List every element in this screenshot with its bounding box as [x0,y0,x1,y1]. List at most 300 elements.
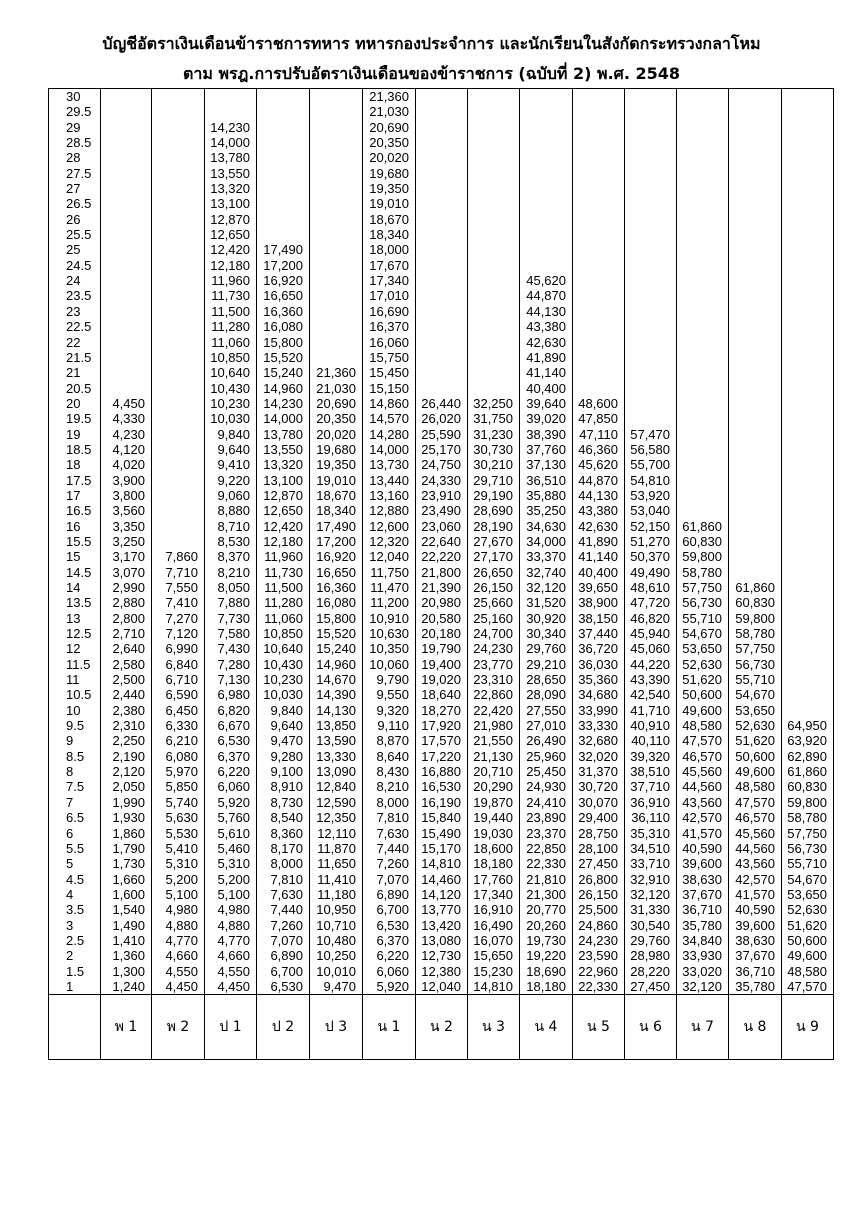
salary-cell: 15,240 [257,365,310,380]
salary-cell: 6,890 [363,887,416,902]
salary-cell: 27,010 [520,718,573,733]
salary-cell [416,166,468,181]
salary-cell: 19,020 [416,672,468,687]
salary-cell: 37,670 [729,948,782,963]
salary-cell [101,212,152,227]
salary-cell [468,304,520,319]
salary-cell [729,549,782,564]
salary-cell: 42,630 [520,335,573,350]
salary-cell: 36,510 [520,473,573,488]
salary-cell: 3,250 [101,534,152,549]
salary-cell: 7,630 [257,887,310,902]
salary-cell: 20,020 [363,150,416,165]
column-header [49,995,101,1060]
salary-cell: 9,060 [205,488,257,503]
salary-cell: 44,560 [729,841,782,856]
salary-cell: 24,410 [520,795,573,810]
salary-cell [152,181,205,196]
salary-cell: 14,860 [363,396,416,411]
salary-cell: 16,360 [310,580,363,595]
salary-cell [677,212,729,227]
column-header: ป 2 [257,995,310,1060]
salary-cell: 8,370 [205,549,257,564]
level-cell: 28 [49,150,101,165]
salary-cell: 18,600 [468,841,520,856]
salary-cell [152,150,205,165]
salary-cell: 8,000 [257,856,310,871]
salary-cell: 44,870 [573,473,625,488]
salary-cell: 6,700 [257,964,310,979]
salary-cell: 26,020 [416,411,468,426]
salary-cell: 2,580 [101,657,152,672]
salary-cell: 31,230 [468,427,520,442]
salary-cell: 42,570 [677,810,729,825]
table-row [49,335,834,350]
salary-cell [310,258,363,273]
salary-cell: 33,710 [625,856,677,871]
salary-cell: 8,000 [363,795,416,810]
level-cell: 19 [49,427,101,442]
salary-cell: 10,250 [310,948,363,963]
salary-cell [152,396,205,411]
level-cell: 12.5 [49,626,101,641]
salary-cell [152,365,205,380]
salary-cell: 10,630 [363,626,416,641]
salary-cell [310,335,363,350]
salary-cell [677,150,729,165]
salary-cell: 8,530 [205,534,257,549]
salary-cell [729,381,782,396]
salary-cell: 9,470 [257,733,310,748]
salary-cell [468,258,520,273]
salary-cell: 14,000 [205,135,257,150]
table-row [49,687,834,702]
level-cell: 10.5 [49,687,101,702]
salary-cell [468,120,520,135]
salary-cell: 17,010 [363,288,416,303]
salary-cell: 42,540 [625,687,677,702]
salary-cell [677,503,729,518]
salary-cell: 13,420 [416,918,468,933]
salary-cell [310,273,363,288]
salary-cell [677,442,729,457]
salary-cell [468,196,520,211]
salary-cell: 8,910 [257,779,310,794]
level-cell: 7 [49,795,101,810]
table-row [49,442,834,457]
salary-cell [152,304,205,319]
salary-cell [729,488,782,503]
salary-cell: 14,280 [363,427,416,442]
salary-cell [729,135,782,150]
salary-cell: 51,270 [625,534,677,549]
salary-cell: 28,650 [520,672,573,687]
salary-cell: 50,370 [625,549,677,564]
salary-cell: 7,810 [257,872,310,887]
column-header: น 7 [677,995,729,1060]
salary-cell [101,350,152,365]
salary-cell: 5,100 [152,887,205,902]
salary-cell: 39,020 [520,411,573,426]
salary-cell: 28,690 [468,503,520,518]
salary-cell: 16,070 [468,933,520,948]
salary-cell [677,181,729,196]
salary-cell: 7,130 [205,672,257,687]
salary-cell [101,319,152,334]
salary-cell [152,227,205,242]
salary-cell [677,89,729,105]
salary-cell: 49,600 [677,703,729,718]
salary-cell: 3,070 [101,565,152,580]
salary-cell: 25,450 [520,764,573,779]
column-header: น 6 [625,995,677,1060]
salary-cell [152,120,205,135]
salary-cell: 2,120 [101,764,152,779]
table-row [49,902,834,917]
table-row [49,503,834,518]
salary-cell: 55,700 [625,457,677,472]
salary-cell: 44,220 [625,657,677,672]
salary-cell: 13,320 [205,181,257,196]
salary-cell [257,104,310,119]
salary-cell [782,350,834,365]
salary-cell: 21,130 [468,749,520,764]
salary-cell: 6,700 [363,902,416,917]
salary-cell [416,104,468,119]
salary-cell [677,411,729,426]
salary-cell: 43,380 [573,503,625,518]
level-cell: 6 [49,826,101,841]
table-row [49,227,834,242]
table-row [49,350,834,365]
table-row [49,89,834,105]
salary-cell: 6,530 [205,733,257,748]
salary-cell: 7,710 [152,565,205,580]
salary-cell: 15,650 [468,948,520,963]
salary-cell: 42,570 [729,872,782,887]
salary-cell [520,196,573,211]
table-row [49,396,834,411]
salary-cell [416,335,468,350]
salary-cell: 11,730 [257,565,310,580]
salary-cell: 37,130 [520,457,573,472]
salary-cell: 13,550 [205,166,257,181]
salary-cell [782,611,834,626]
salary-cell [101,242,152,257]
salary-cell: 39,600 [677,856,729,871]
level-cell: 8 [49,764,101,779]
salary-cell: 7,630 [363,826,416,841]
salary-cell: 12,730 [416,948,468,963]
salary-cell: 20,690 [363,120,416,135]
salary-cell [782,519,834,534]
salary-cell: 57,470 [625,427,677,442]
level-cell: 3 [49,918,101,933]
salary-cell: 53,920 [625,488,677,503]
salary-cell: 16,080 [257,319,310,334]
salary-cell: 14,460 [416,872,468,887]
table-row [49,519,834,534]
salary-cell: 41,140 [573,549,625,564]
salary-cell: 21,300 [520,887,573,902]
salary-cell [573,181,625,196]
level-cell: 19.5 [49,411,101,426]
salary-cell: 34,840 [677,933,729,948]
salary-cell [729,104,782,119]
salary-cell: 26,440 [416,396,468,411]
salary-cell [625,166,677,181]
salary-cell [677,135,729,150]
salary-cell [782,595,834,610]
salary-cell: 39,600 [729,918,782,933]
salary-cell [468,227,520,242]
salary-cell: 8,540 [257,810,310,825]
salary-cell: 23,910 [416,488,468,503]
salary-cell: 8,210 [363,779,416,794]
salary-cell [468,381,520,396]
salary-cell: 21,360 [310,365,363,380]
salary-cell: 37,440 [573,626,625,641]
salary-cell: 5,760 [205,810,257,825]
salary-cell: 9,320 [363,703,416,718]
salary-cell [782,381,834,396]
salary-cell: 8,640 [363,749,416,764]
salary-cell: 62,890 [782,749,834,764]
salary-cell: 1,930 [101,810,152,825]
salary-cell [782,227,834,242]
salary-cell: 2,500 [101,672,152,687]
salary-cell: 50,600 [782,933,834,948]
salary-cell: 1,730 [101,856,152,871]
salary-cell [416,181,468,196]
salary-cell [782,411,834,426]
level-cell: 21.5 [49,350,101,365]
salary-cell: 57,750 [782,826,834,841]
salary-cell [101,288,152,303]
level-cell: 3.5 [49,902,101,917]
salary-cell: 48,580 [782,964,834,979]
salary-cell [625,396,677,411]
salary-cell [782,534,834,549]
salary-cell: 16,650 [310,565,363,580]
table-row [49,242,834,257]
salary-cell: 30,070 [573,795,625,810]
table-row [49,764,834,779]
salary-cell: 35,360 [573,672,625,687]
salary-cell: 4,330 [101,411,152,426]
salary-cell [625,227,677,242]
salary-cell: 9,100 [257,764,310,779]
salary-cell: 6,060 [205,779,257,794]
salary-cell [677,258,729,273]
salary-cell [782,687,834,702]
salary-cell [310,288,363,303]
salary-cell [625,411,677,426]
salary-cell: 54,670 [729,687,782,702]
column-header: น 8 [729,995,782,1060]
salary-cell: 6,530 [257,979,310,995]
table-row [49,150,834,165]
salary-cell: 35,880 [520,488,573,503]
column-header: น 1 [363,995,416,1060]
salary-cell: 46,570 [677,749,729,764]
salary-cell: 53,650 [729,703,782,718]
salary-cell: 1,990 [101,795,152,810]
salary-cell: 5,100 [205,887,257,902]
salary-cell: 12,870 [257,488,310,503]
salary-cell [416,89,468,105]
table-row [49,641,834,656]
salary-cell: 55,710 [782,856,834,871]
salary-cell: 54,810 [625,473,677,488]
salary-cell [729,350,782,365]
level-cell: 18 [49,457,101,472]
salary-cell: 18,180 [468,856,520,871]
salary-cell [625,212,677,227]
salary-cell: 7,440 [257,902,310,917]
salary-cell: 1,410 [101,933,152,948]
table-row [49,273,834,288]
salary-cell: 5,310 [205,856,257,871]
salary-cell: 10,430 [205,381,257,396]
salary-cell [573,288,625,303]
salary-cell: 12,650 [257,503,310,518]
salary-cell: 12,380 [416,964,468,979]
salary-cell: 6,840 [152,657,205,672]
salary-cell: 4,980 [205,902,257,917]
salary-cell: 19,870 [468,795,520,810]
salary-cell: 27,450 [573,856,625,871]
salary-cell: 31,520 [520,595,573,610]
salary-cell [257,181,310,196]
salary-cell [573,104,625,119]
salary-cell [468,166,520,181]
salary-cell [520,150,573,165]
salary-cell: 45,620 [520,273,573,288]
salary-cell: 9,220 [205,473,257,488]
table-row [49,488,834,503]
salary-cell: 2,800 [101,611,152,626]
salary-cell: 41,570 [729,887,782,902]
salary-cell: 21,800 [416,565,468,580]
salary-cell [152,503,205,518]
salary-cell: 2,880 [101,595,152,610]
salary-cell: 60,830 [677,534,729,549]
salary-cell: 8,880 [205,503,257,518]
level-cell: 15 [49,549,101,564]
salary-cell: 23,590 [573,948,625,963]
salary-cell: 40,400 [520,381,573,396]
salary-cell [782,335,834,350]
salary-cell [416,288,468,303]
salary-cell: 19,790 [416,641,468,656]
salary-cell: 21,390 [416,580,468,595]
salary-cell: 11,410 [310,872,363,887]
salary-cell: 15,800 [310,611,363,626]
level-cell: 24.5 [49,258,101,273]
salary-cell: 35,780 [729,979,782,995]
salary-cell: 9,790 [363,672,416,687]
salary-cell: 17,200 [257,258,310,273]
salary-cell [152,534,205,549]
salary-cell: 53,040 [625,503,677,518]
column-header: พ 1 [101,995,152,1060]
salary-cell [468,350,520,365]
salary-cell [468,319,520,334]
salary-cell [101,181,152,196]
salary-cell [677,350,729,365]
salary-cell: 9,410 [205,457,257,472]
salary-cell: 56,730 [782,841,834,856]
table-row [49,964,834,979]
table-row [49,718,834,733]
salary-cell: 14,810 [416,856,468,871]
level-cell: 22.5 [49,319,101,334]
salary-cell: 23,770 [468,657,520,672]
salary-cell: 60,830 [729,595,782,610]
salary-cell: 49,600 [729,764,782,779]
salary-cell: 8,050 [205,580,257,595]
salary-cell: 47,110 [573,427,625,442]
salary-cell: 15,170 [416,841,468,856]
salary-cell: 45,060 [625,641,677,656]
salary-cell [573,120,625,135]
salary-cell: 7,270 [152,611,205,626]
salary-cell: 11,960 [205,273,257,288]
salary-cell: 29,760 [520,641,573,656]
salary-cell: 36,910 [625,795,677,810]
table-row [49,626,834,641]
salary-cell: 47,720 [625,595,677,610]
salary-cell: 32,680 [573,733,625,748]
table-row [49,933,834,948]
salary-cell: 1,600 [101,887,152,902]
salary-cell [782,365,834,380]
salary-cell [101,196,152,211]
salary-cell: 7,070 [363,872,416,887]
salary-cell: 13,590 [310,733,363,748]
document-subtitle: ตาม พรฎ.การปรับอัตราเงินเดือนของข้าราชการ (ฉบับที่ 2) พ.ศ. 2548 [183,64,680,83]
salary-cell: 48,600 [573,396,625,411]
salary-cell [729,166,782,181]
salary-cell [310,350,363,365]
column-header: น 5 [573,995,625,1060]
salary-cell: 13,320 [257,457,310,472]
salary-cell: 39,650 [573,580,625,595]
salary-cell: 47,570 [677,733,729,748]
salary-cell: 2,990 [101,580,152,595]
salary-cell: 61,860 [782,764,834,779]
salary-cell: 3,350 [101,519,152,534]
salary-cell [416,304,468,319]
salary-cell [625,273,677,288]
salary-cell: 5,740 [152,795,205,810]
salary-cell [573,196,625,211]
table-row [49,196,834,211]
salary-cell: 13,780 [205,150,257,165]
salary-cell: 11,730 [205,288,257,303]
salary-cell: 36,030 [573,657,625,672]
table-row [49,657,834,672]
salary-cell: 13,780 [257,427,310,442]
level-cell: 15.5 [49,534,101,549]
salary-cell [101,381,152,396]
salary-cell: 19,220 [520,948,573,963]
level-cell: 23.5 [49,288,101,303]
salary-cell: 11,280 [257,595,310,610]
salary-cell [729,396,782,411]
salary-cell: 32,250 [468,396,520,411]
